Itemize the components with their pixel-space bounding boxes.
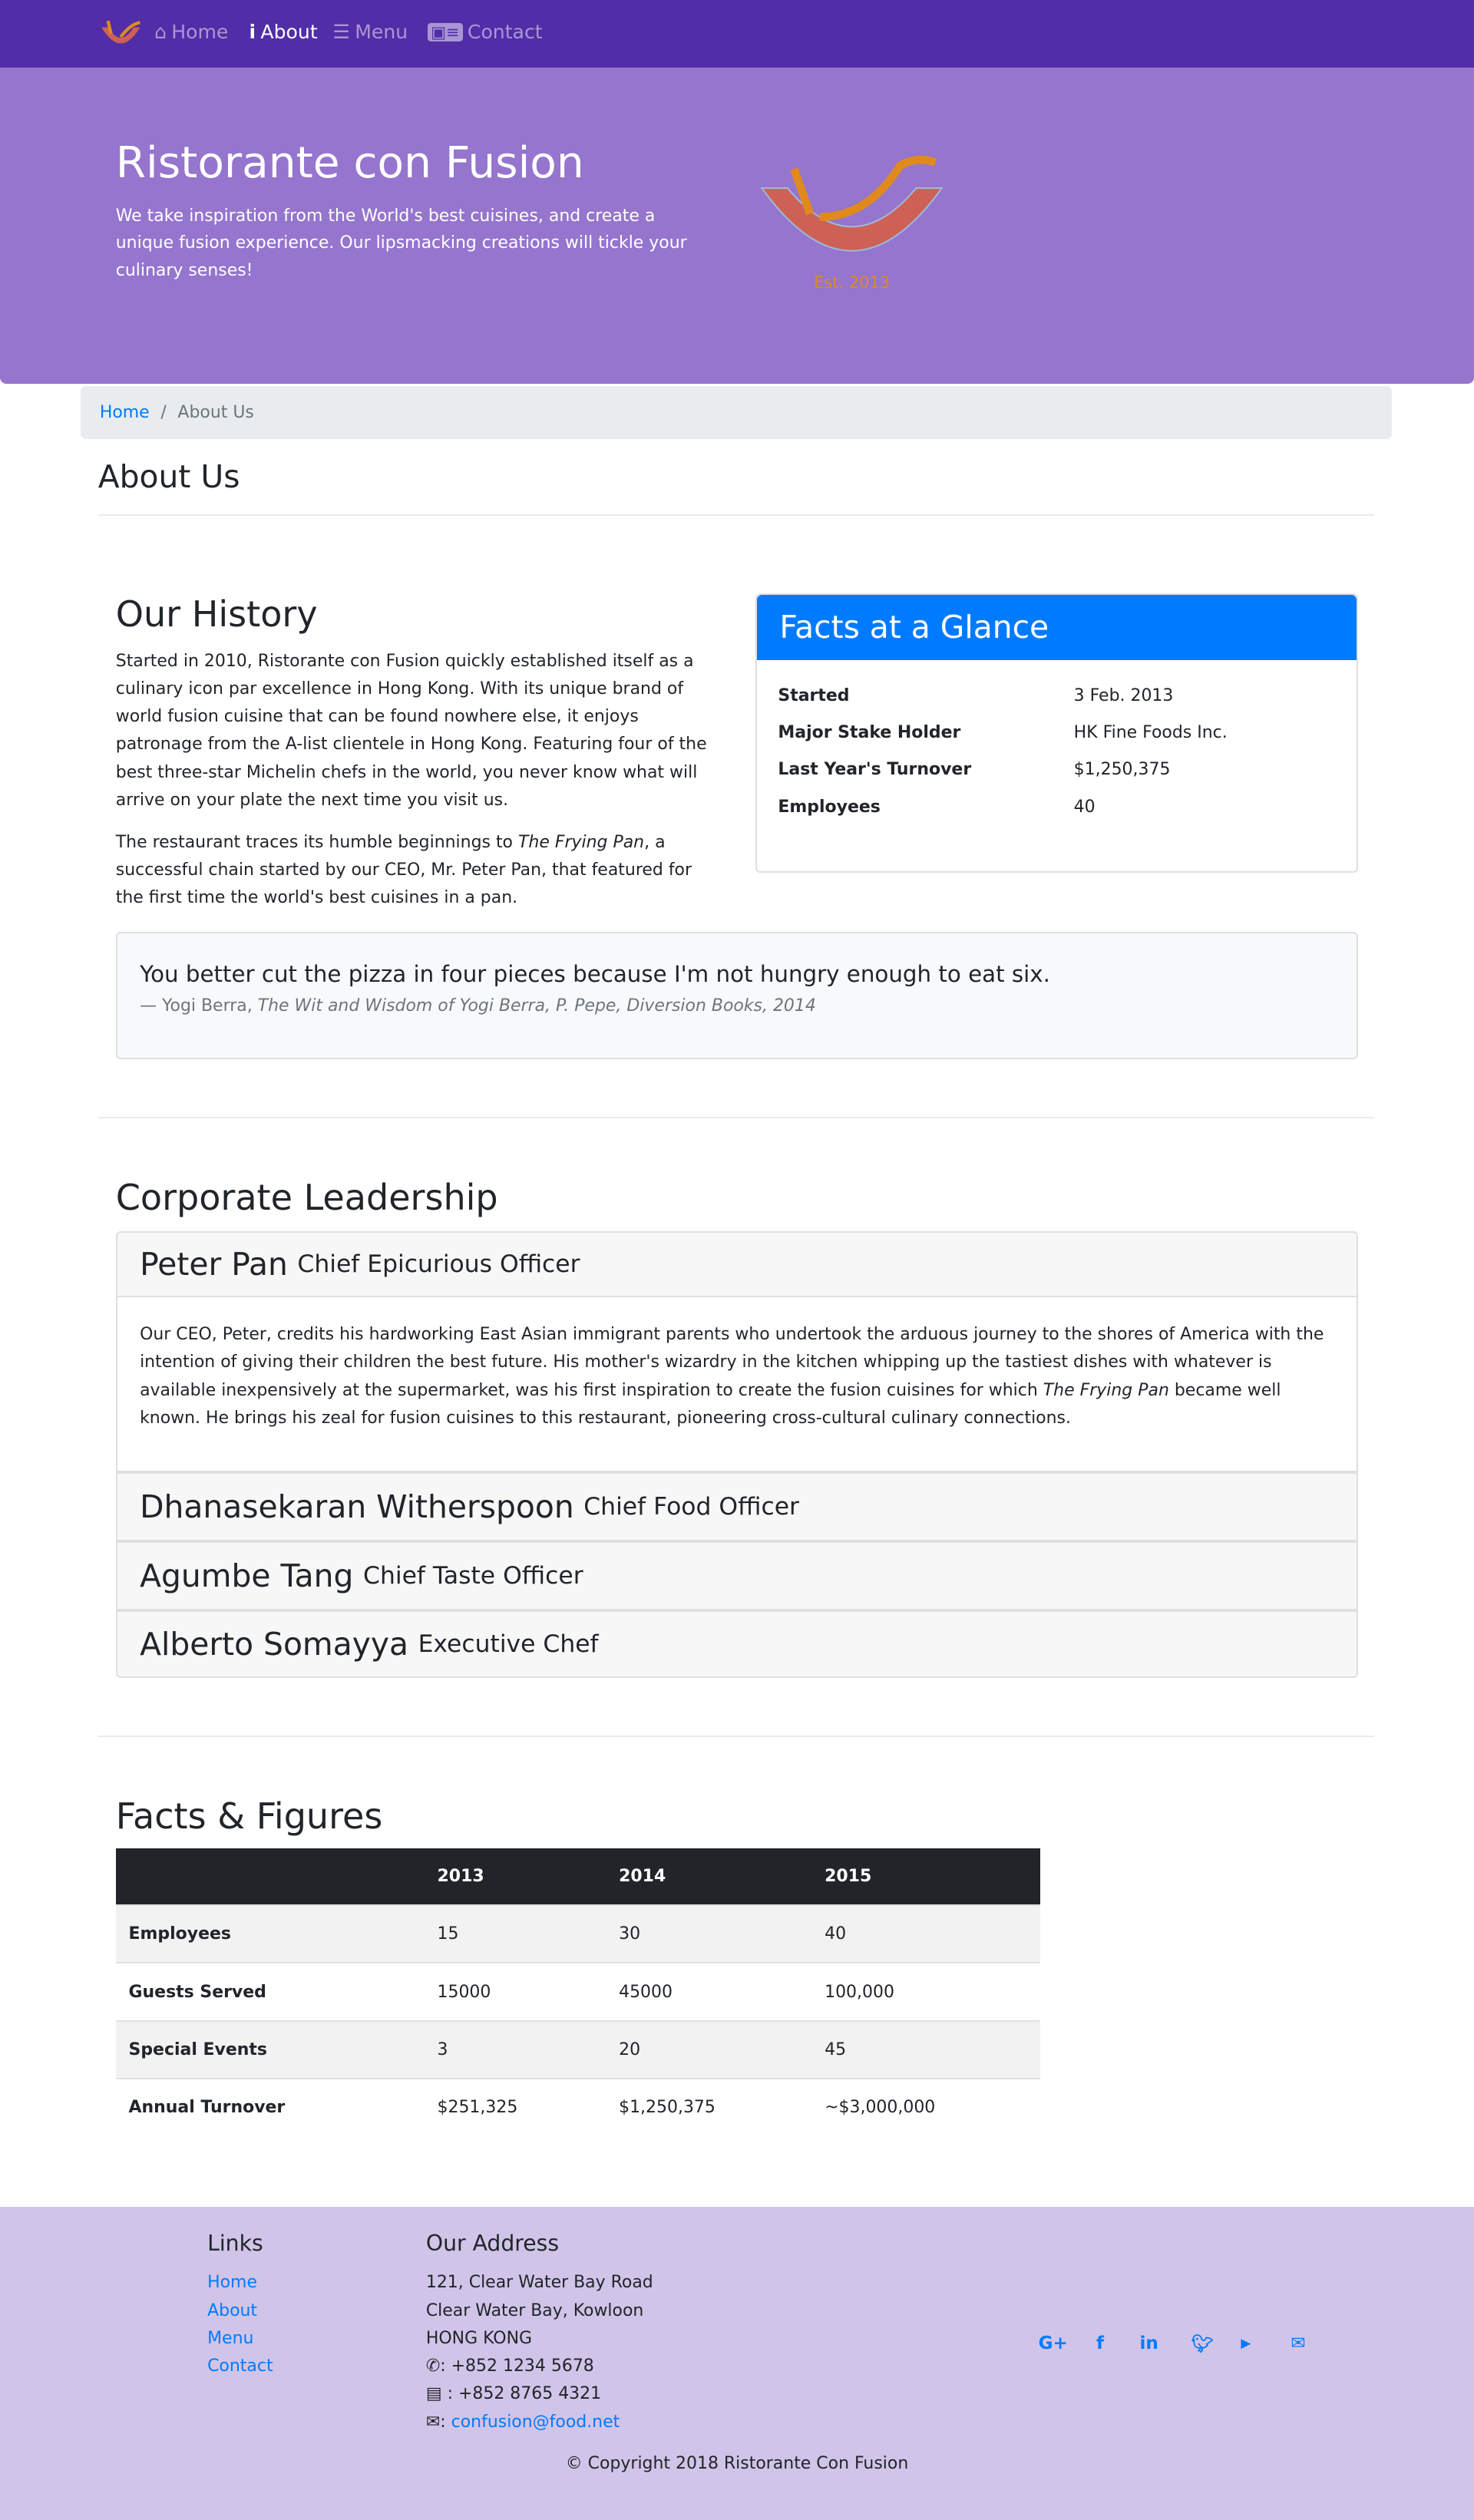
phone-icon: ✆ [425,2357,441,2376]
table-cell: $1,250,375 [619,2098,716,2118]
fact-label: Started [778,686,850,706]
breadcrumb-separator: / [160,402,167,422]
fact-value: 40 [1073,797,1096,817]
table-cell: $251,325 [437,2098,518,2118]
table-row [116,2079,1040,2135]
table-cell: Guests Served [128,1982,266,2002]
table-row [116,1963,1040,2020]
facts-card-title: Facts at a Glance [757,595,1357,661]
table-cell: 30 [619,1924,641,1944]
address-card-icon: ▣≡ [428,23,463,41]
divider [98,514,1374,516]
table-cell: 20 [619,2039,641,2059]
footer-link-menu[interactable]: Menu [207,2328,254,2348]
twitter-icon[interactable]: 🐦︎ [1191,2334,1214,2355]
google-plus-icon[interactable]: G+ [1038,2333,1068,2354]
copyright: © Copyright 2018 Ristorante Con Fusion [565,2454,909,2474]
footer-link-home[interactable]: Home [207,2273,257,2293]
table-row [116,2021,1040,2079]
fact-label: Last Year's Turnover [778,760,972,780]
breadcrumb-current: About Us [177,402,254,422]
leader-peter-pan-header[interactable]: Peter Pan Chief Epicurious Officer [116,1231,1359,1297]
info-icon: i [249,21,256,44]
navbar [0,0,1474,68]
breadcrumb [81,386,1393,439]
table-cell: 45 [825,2039,847,2059]
leader-tang-header[interactable]: Agumbe Tang Chief Taste Officer [116,1541,1359,1610]
address: 121, Clear Water Bay Road Clear Water Bay, Kowloon HONG KONG ✆: +852 1234 5678 ▤ : +852 8765 4321 ✉: confusion@food.net [425,2273,653,2432]
restaurant-title: Ristorante con Fusion [115,138,584,189]
fact-value: HK Fine Foods Inc. [1073,723,1228,743]
table-cell: 15 [437,1924,459,1944]
table-cell: ~$3,000,000 [825,2098,936,2118]
page-title: About Us [97,457,240,495]
jumbotron [0,68,1474,384]
divider [98,1736,1374,1737]
quote-source: — Yogi Berra, The Wit and Wisdom of Yogi Berra, P. Pepe, Diversion Books, 2014 [140,996,816,1016]
restaurant-logo [755,153,948,294]
table-cell: 15000 [437,1982,491,2002]
home-icon: ⌂ [154,21,167,44]
quote-card [116,932,1359,1059]
fact-value: $1,250,375 [1073,760,1171,780]
leadership-title: Corporate Leadership [115,1176,498,1218]
links-title: Links [207,2231,263,2257]
footer-link-contact[interactable]: Contact [207,2357,273,2376]
table-cell: 45000 [619,1982,673,2002]
breadcrumb-home[interactable]: Home [99,402,150,422]
youtube-icon[interactable]: ▶ [1241,2335,1251,2351]
divider [98,1117,1374,1118]
svg-text:Est. 2013: Est. 2013 [814,272,891,292]
table-cell: Special Events [128,2039,267,2059]
table-cell: 100,000 [825,1982,894,2002]
table-cell: 3 [437,2039,448,2059]
linkedin-icon[interactable]: in [1139,2333,1158,2354]
table-cell: 40 [825,1924,847,1944]
table-cell: Annual Turnover [128,2098,286,2118]
footer-link-about[interactable]: About [207,2300,258,2320]
footer [0,2207,1474,2520]
leader-somayya-header[interactable]: Alberto Somayya Executive Chef [116,1610,1359,1678]
list-icon: ☰ [332,21,350,44]
footer-links [207,2269,273,2380]
leader-witherspoon-header[interactable]: Dhanasekaran Witherspoon Chief Food Officer [116,1472,1359,1541]
address-title: Our Address [425,2231,560,2257]
figures-title: Facts & Figures [115,1795,383,1837]
email-icon[interactable]: ✉ [1291,2333,1306,2354]
fact-label: Employees [778,797,881,817]
facebook-icon[interactable]: f [1096,2333,1104,2354]
history-title: Our History [115,593,318,635]
table-row [116,1905,1040,1963]
envelope-icon: ✉ [425,2412,441,2432]
brand-logo[interactable] [98,18,144,53]
quote-text: You better cut the pizza in four pieces because I'm not hungry enough to eat six. [140,960,1050,987]
nav-about[interactable]: i About [249,21,318,44]
nav-home[interactable]: ⌂ Home [154,21,229,44]
nav-contact[interactable]: ▣≡ Contact [428,21,543,43]
fax-icon: ▤ [425,2384,442,2404]
leader-peter-pan-bio: Our CEO, Peter, credits his hardworking East Asian immigrant parents who undertook the arduous journey to the shores of America with the intention of giving their children the best future. His mother's wizardry in the kitchen whipping up the tastiest dishes with whatever is available inexpensively at the supermarket, was his first inspiration to create the fusion cuisines for which The Frying Pan became well known. He brings his zeal for fusion cuisines to this restaurant, pioneering cross-cultural culinary connections. [116,1296,1359,1472]
history-text: Started in 2010, Ristorante con Fusion quickly established itself as a culinary icon par excellence in Hong Kong. With its unique brand of world fusion cuisine that can be found nowhere else, it enjoys patronage from the A-list clientele in Hong Kong. Featuring four of the best three-star Michelin chefs in the world, you never know what will arrive on your plate the next time you visit us. The restaurant traces its humble beginnings to The Frying Pan, a successful chain started by our CEO, Mr. Peter Pan, that featured for the first time the world's best cuisines in a pan. [115,651,707,908]
email-link[interactable]: confusion@food.net [451,2412,620,2432]
nav-menu[interactable]: ☰ Menu [332,21,408,44]
table-cell: Employees [128,1924,231,1944]
fact-value: 3 Feb. 2013 [1073,686,1174,706]
fact-label: Major Stake Holder [778,723,961,743]
figures-table [116,1848,1040,2135]
restaurant-tagline: We take inspiration from the World's best cuisines, and create a unique fusion experience. Our lipsmacking creations will tickle your culinary senses! [115,206,687,280]
table-header: 2013 2014 2015 [116,1848,1040,1905]
